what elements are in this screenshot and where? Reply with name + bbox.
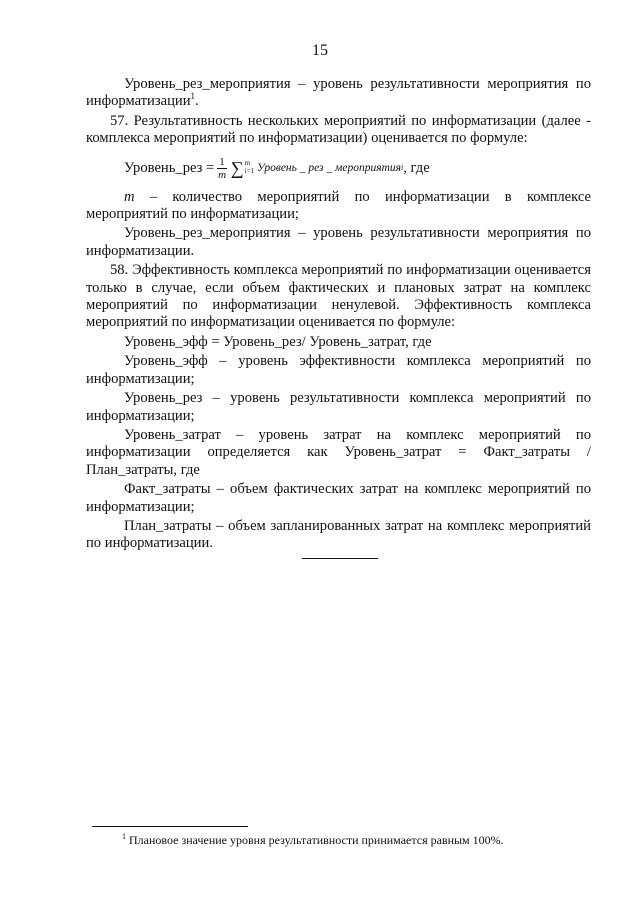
paragraph-level-result-definition	[86, 76, 591, 111]
paragraph-text: – количество мероприятий по информатизации в комплексе мероприятий по информатизации;	[86, 188, 591, 223]
fraction-numerator: 1	[219, 155, 225, 168]
sum-symbol	[231, 159, 254, 177]
sum-lower-limit: i=1	[244, 167, 255, 176]
formula-term-subscript: i	[401, 163, 404, 173]
sum-limits	[245, 159, 254, 175]
footnote-divider	[92, 826, 248, 827]
paragraph-level-result-measure: Уровень_рез_мероприятия – уровень результативности мероприятия по информатизации.	[86, 225, 591, 259]
document-body	[86, 76, 591, 555]
footnote-reference: 1	[190, 91, 196, 102]
fraction-denominator: m	[218, 168, 227, 181]
paragraph-m-definition	[86, 189, 591, 224]
footnote-mark: 1	[122, 832, 126, 841]
paragraph-cost-level-definition: Уровень_затрат – уровень затрат на комплекс мероприятий по информатизации определяется как Уровень_затрат = Факт_затраты / План_затраты, где	[86, 426, 591, 478]
page-number: 15	[312, 42, 328, 59]
footnote-text: Плановое значение уровня результативности принимается равным 100%.	[129, 833, 504, 847]
paragraph-result-definition: Уровень_рез – уровень результативности комплекса мероприятий по информатизации;	[86, 390, 591, 424]
formula-result-level	[124, 156, 591, 181]
variable-m: m	[124, 188, 135, 205]
footnote	[122, 833, 592, 848]
formula-term: Уровень _ рез _ мероприятия	[257, 162, 401, 175]
paragraph-efficiency-definition: Уровень_эфф – уровень эффективности комплекса мероприятий по информатизации;	[86, 353, 591, 387]
sum-sign: ∑	[230, 158, 244, 179]
formula-efficiency-line: Уровень_эфф = Уровень_рез/ Уровень_затрат, где	[124, 333, 432, 350]
paragraph-58: 58. Эффективность комплекса мероприятий по информатизации оценивается только в случае, если объем фактических и плановых затрат на комплекс мероприятий по информатизации ненулевой. Эффективность комплекса мероприятий по информатизации оценивается по формуле:	[86, 262, 591, 331]
paragraph-end: .	[195, 93, 199, 110]
paragraph-actual-costs-definition: Факт_затраты – объем фактических затрат на комплекс мероприятий по информатизации;	[86, 481, 591, 515]
formula-fraction	[217, 156, 227, 181]
formula-lhs: Уровень_рез =	[124, 160, 215, 177]
paragraph-57: 57. Результативность нескольких мероприятий по информатизации (далее - комплекса мероприятий по информатизации) оценивается по формуле:	[86, 112, 591, 147]
paragraph-planned-costs-definition: План_затраты – объем запланированных затрат на комплекс мероприятий по информатизации.	[86, 517, 591, 552]
formula-tail: , где	[403, 160, 430, 177]
sum-upper-limit: m	[244, 159, 251, 168]
section-end-divider	[302, 558, 378, 559]
paragraph-text: Уровень_рез_мероприятия – уровень результативности мероприятия по информатизации	[86, 76, 591, 110]
